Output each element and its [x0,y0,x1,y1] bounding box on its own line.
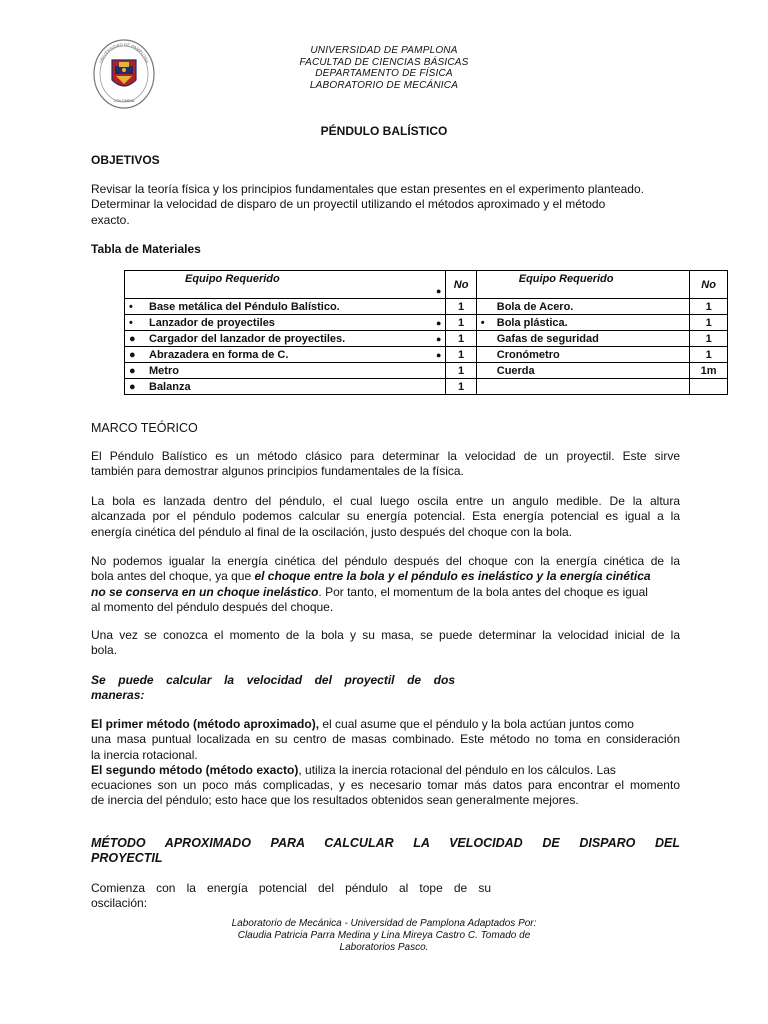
university-seal-logo [92,38,156,110]
table-cell [125,299,446,315]
table-row [125,379,728,395]
table-cell: 1 [690,299,728,315]
logo-ring-text: UNIVERSIDAD DE PAMPLONA [98,41,150,64]
text-span: el cual asume que el péndulo y la bola actúan juntos como [319,717,634,731]
item-label: Gafas de seguridad [496,332,599,345]
table-cell [476,347,690,363]
text-line: una masa puntual localizada en su centro de masas combinado. Este método no toma en consideración [91,732,680,747]
marco-paragraph-4 [91,628,680,659]
table-cell [125,331,446,347]
bullet: • [480,316,485,329]
text-line: también para demostrar algunos principios fundamentales de la física. [91,464,464,479]
table-cell: 1 [446,347,476,363]
bullet: ● [436,317,442,328]
bullet: ● [129,364,136,377]
text-span: , utiliza la inercia rotacional del péndulo en los cálculos. Las [298,762,616,777]
header-cell [125,271,446,299]
table-cell: 1 [446,379,476,395]
bullet: ● [129,348,136,361]
table-row [125,299,728,315]
table-cell: 1 [690,347,728,363]
bullet: ● [129,332,136,345]
item-label: Abrazadera en forma de C. [149,348,289,361]
text-line: bola. [91,643,118,658]
header-laboratory: LABORATORIO DE MECÁNICA [309,79,459,91]
text-line: La bola es lanzada dentro del péndulo, el cual luego oscila entre un angulo medible. De la altura [91,494,680,508]
objetivos-line: Determinar la velocidad de disparo de un proyectil utilizando el métodos aproximado y el método [91,197,606,212]
bullet: ● [436,286,442,296]
col-equipo-left: Equipo Requerido [185,273,280,285]
table-row [125,363,728,379]
objetivos-heading: OBJETIVOS [91,153,160,167]
text-line: alcanzada por el péndulo podemos calcular su energía potencial. Esta energía potencial es igual a la [91,509,680,524]
col-no-left: No [446,271,476,299]
text-line: de inercia del péndulo; esto hace que los resultados obtenidos sean generalmente mejores. [91,793,579,808]
method-2-label: El segundo método (método exacto) [91,762,299,777]
text-span: . Por tanto, el momentum de la bola antes del choque es igual [318,584,648,599]
table-cell: 1m [690,363,728,379]
item-label: Bola plástica. [496,316,568,329]
table-cell: 1 [446,315,476,331]
col-no-right: No [690,271,728,299]
text-line: maneras: [91,688,145,703]
table-cell [125,363,446,379]
dos-maneras-text [91,673,455,704]
header-faculty: FACULTAD DE CIENCIAS BÁSICAS [299,56,469,68]
metodo-aproximado-text [91,881,491,912]
objetivos-line: Revisar la teoría física y los principios fundamentales que estan presentes en el experimento planteado. [91,182,644,196]
emphasis-text: no se conserva en un choque inelástico [91,584,319,599]
header-department: DEPARTAMENTO DE FÍSICA [315,68,453,79]
text-line [91,763,680,778]
bullet: ● [436,349,442,360]
materiales-heading: Tabla de Materiales [91,242,201,256]
table-cell [125,315,446,331]
text-line: ecuaciones son un poco más complicadas, y es necesario tomar más datos para encontrar el momento [91,778,680,793]
document-title: PÉNDULO BALÍSTICO [320,124,448,138]
materials-table [124,270,728,395]
table-cell [476,299,690,315]
table-cell: 1 [690,331,728,347]
bullet: ● [129,380,136,393]
footer-line: Laboratorio de Mecánica - Universidad de Pamplona Adaptados Por: [231,918,537,929]
footer-line: Laboratorios Pasco. [339,942,429,953]
item-label: Metro [149,364,179,377]
table-cell [476,363,690,379]
text-line [91,569,680,584]
text-line: energía cinética del péndulo al final de la oscilación, justo después del choque con la bola. [91,524,572,539]
marco-paragraph-1 [91,449,680,480]
text-line [91,717,680,732]
objetivos-line: exacto. [91,212,130,227]
table-cell [690,379,728,395]
text-line: No podemos igualar la energía cinética del péndulo después del choque con la energía cinética de la [91,554,680,568]
metodo-aproximado-heading [91,836,680,867]
bullet: • [129,316,133,329]
table-cell: 1 [446,331,476,347]
table-cell [476,379,690,395]
table-row [125,347,728,363]
item-label: Cargador del lanzador de proyectiles. [149,332,346,345]
marco-paragraph-2 [91,494,680,540]
text-line: El Péndulo Balístico es un método clásico para determinar la velocidad de un proyectil. Este sirve [91,449,680,463]
text-line: la inercia rotacional. [91,747,198,762]
item-label: Base metálica del Péndulo Balístico. [149,300,340,313]
institution-header [268,45,500,91]
table-cell [125,347,446,363]
text-line: PROYECTIL [91,851,163,866]
emphasis-text: el choque entre la bola y el péndulo es inelástico y la energía cinética [254,569,651,584]
text-span: bola antes del choque, ya que [91,569,255,584]
item-label: Bola de Acero. [496,300,574,313]
text-line: al momento del péndulo después del choque. [91,599,334,614]
footer-line: Claudia Patricia Parra Medina y Lina Mireya Castro C. Tomado de [237,930,531,941]
table-header-row [125,271,728,299]
method-1-label: El primer método (método aproximado), [91,717,320,731]
text-line: Una vez se conozca el momento de la bola y su masa, se puede determinar la velocidad inicial de la [91,628,680,642]
table-cell [476,315,690,331]
objetivos-text [91,182,680,228]
table-cell: 1 [446,363,476,379]
table-cell: 1 [446,299,476,315]
logo-bottom-text: COLOMBIA [113,98,135,103]
metodo-1-text [91,717,680,809]
table-cell: 1 [690,315,728,331]
table-row [125,315,728,331]
bullet: ● [436,333,442,344]
header-university: UNIVERSIDAD DE PAMPLONA [310,45,458,56]
table-row [125,331,728,347]
text-line: oscilación: [91,896,148,911]
item-label: Cronómetro [496,348,560,361]
bullet: • [129,300,133,313]
page-footer [206,918,562,954]
item-label: Balanza [149,380,191,393]
marco-heading: MARCO TEÓRICO [91,421,198,435]
marco-paragraph-3 [91,554,680,615]
text-line: Se puede calcular la velocidad del proyectil de dos [91,673,455,687]
table-cell [476,331,690,347]
text-line: MÉTODO APROXIMADO PARA CALCULAR LA VELOCIDAD DE DISPARO DEL [91,836,680,850]
text-line [91,585,680,600]
col-equipo-right: Equipo Requerido [476,271,690,299]
table-cell [125,379,446,395]
item-label: Lanzador de proyectiles [149,316,275,329]
item-label: Cuerda [496,364,535,377]
text-line: Comienza con la energía potencial del péndulo al tope de su [91,881,491,895]
